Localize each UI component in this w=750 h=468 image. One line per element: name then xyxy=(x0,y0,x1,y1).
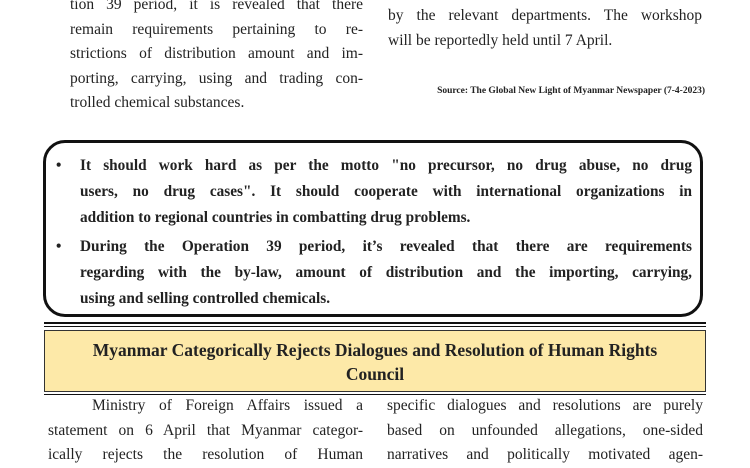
bullet-line: regarding with the by-law, amount of distribution and the importing, carrying, xyxy=(80,263,692,281)
text-line: specific dialogues and resolutions are purely xyxy=(387,397,703,414)
article-left-column xyxy=(48,394,363,468)
bullet-line: During the Operation 39 period, it’s revealed that there are requirements xyxy=(80,238,692,255)
text-line: trolled chemical substances. xyxy=(70,94,245,112)
text-line: remain requirements pertaining to re- xyxy=(70,20,363,38)
article-title-banner xyxy=(44,330,706,392)
text-line: strictions of distribution amount and im- xyxy=(70,45,363,63)
source-citation: Source: The Global New Light of Myanmar Newspaper (7-4-2023) xyxy=(437,86,705,96)
article-right-column xyxy=(387,394,703,468)
highlight-bullet-item xyxy=(56,153,692,230)
text-line: porting, carrying, using and trading con- xyxy=(70,69,363,87)
text-line: narratives and politically motivated agen- xyxy=(387,446,703,464)
highlight-bullet-item xyxy=(56,234,692,311)
bullet-line: users, no drug cases". It should cooperate with international organizations in xyxy=(80,182,692,200)
section-divider xyxy=(44,326,706,327)
text-line: by the relevant departments. The workshop xyxy=(388,7,702,24)
bullet-icon: • xyxy=(56,157,62,174)
article-title: Myanmar Categorically Rejects Dialogues and Resolution of Human Rights xyxy=(92,340,658,360)
text-line: will be reportedly held until 7 April. xyxy=(388,31,613,49)
text-line: Ministry of Foreign Affairs issued a xyxy=(92,397,363,414)
highlight-box xyxy=(43,140,703,317)
right-column-top-paragraph xyxy=(388,4,702,53)
text-line: statement on 6 April that Myanmar categor- xyxy=(48,421,363,439)
text-line: based on unfounded allegations, one-sided xyxy=(387,421,703,439)
bullet-line: addition to regional countries in combatting drug problems. xyxy=(80,208,471,226)
bullet-line: It should work hard as per the motto "no precursor, no drug abuse, no drug xyxy=(80,157,692,174)
article-title: Council xyxy=(345,364,405,384)
bullet-line: using and selling controlled chemicals. xyxy=(80,289,331,307)
text-line: tion 39 period, it is revealed that there xyxy=(70,0,363,13)
text-line: ically rejects the resolution of Human xyxy=(48,446,363,464)
left-column-top-paragraph xyxy=(70,0,363,116)
section-divider xyxy=(44,322,706,324)
bullet-icon: • xyxy=(56,238,62,255)
